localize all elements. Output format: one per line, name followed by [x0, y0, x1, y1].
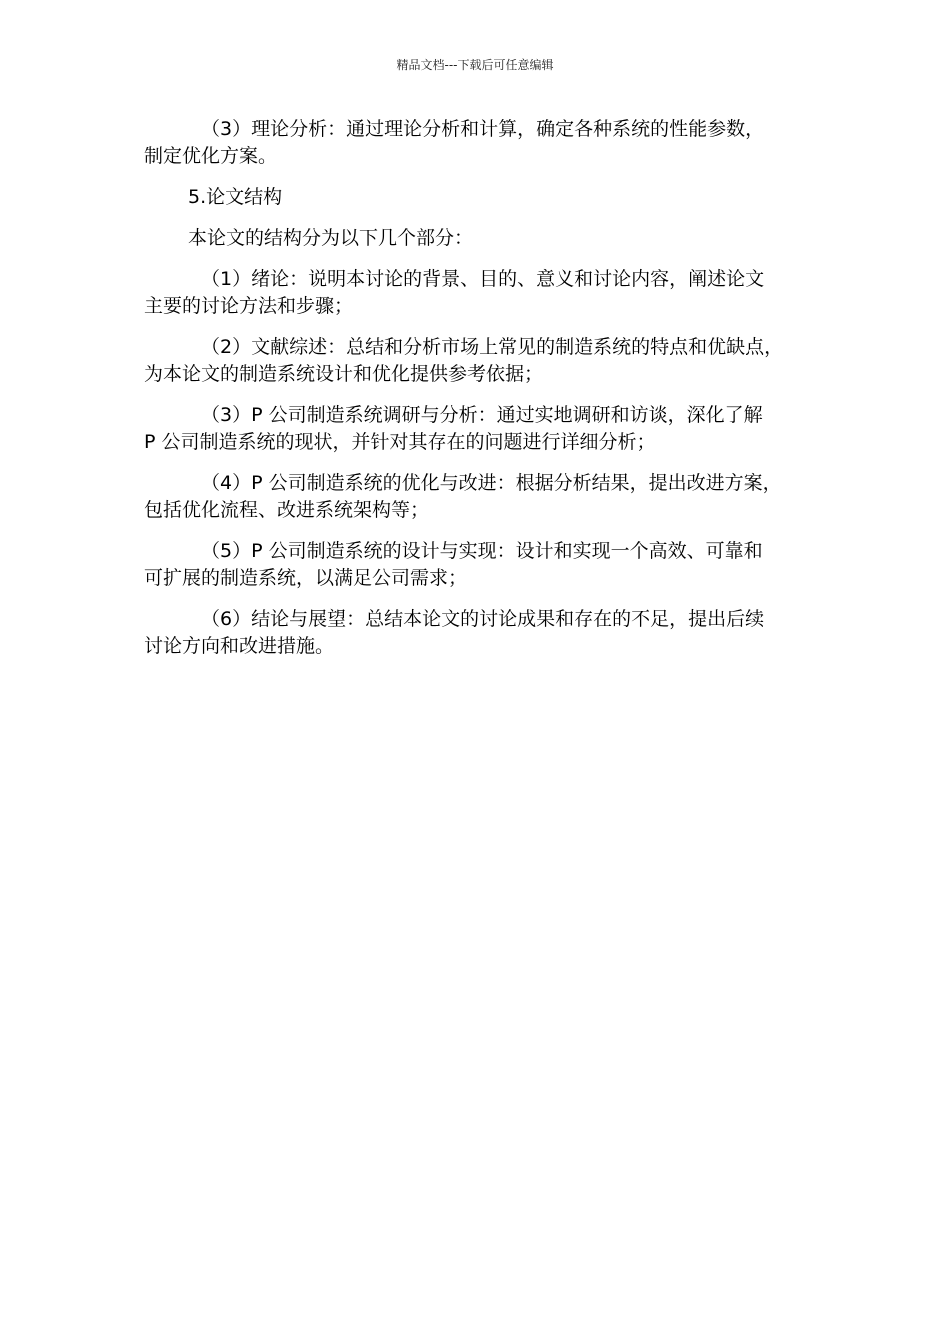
document-body	[144, 116, 809, 674]
page-header: 精品文档---下载后可任意编辑	[396, 58, 554, 72]
section-heading-thesis-structure: 5.论文结构	[188, 186, 283, 208]
list-item-literature-review: （2）文献综述：总结和分析市场上常见的制造系统的特点和优缺点， 为本论文的制造系统设计和优化提供参考依据；	[144, 336, 784, 385]
list-item-optimization: （4）P 公司制造系统的优化与改进：根据分析结果，提出改进方案， 包括优化流程、改进系统架构等；	[144, 472, 782, 521]
list-item-introduction: （1）绪论：说明本讨论的背景、目的、意义和讨论内容，阐述论文 主要的讨论方法和步骤；	[144, 268, 765, 317]
list-item-design-implementation: （5）P 公司制造系统的设计与实现：设计和实现一个高效、可靠和 可扩展的制造系统，以满足公司需求；	[144, 540, 763, 589]
paragraph-theoretical-analysis: （3）理论分析：通过理论分析和计算，确定各种系统的性能参数， 制定优化方案。	[144, 118, 765, 167]
list-item-conclusion: （6）结论与展望：总结本论文的讨论成果和存在的不足，提出后续 讨论方向和改进措施。	[144, 608, 765, 657]
paragraph-structure-intro: 本论文的结构分为以下几个部分：	[188, 227, 474, 249]
list-item-survey-analysis: （3）P 公司制造系统调研与分析：通过实地调研和访谈，深化了解 P 公司制造系统的现状，并针对其存在的问题进行详细分析；	[144, 404, 763, 453]
